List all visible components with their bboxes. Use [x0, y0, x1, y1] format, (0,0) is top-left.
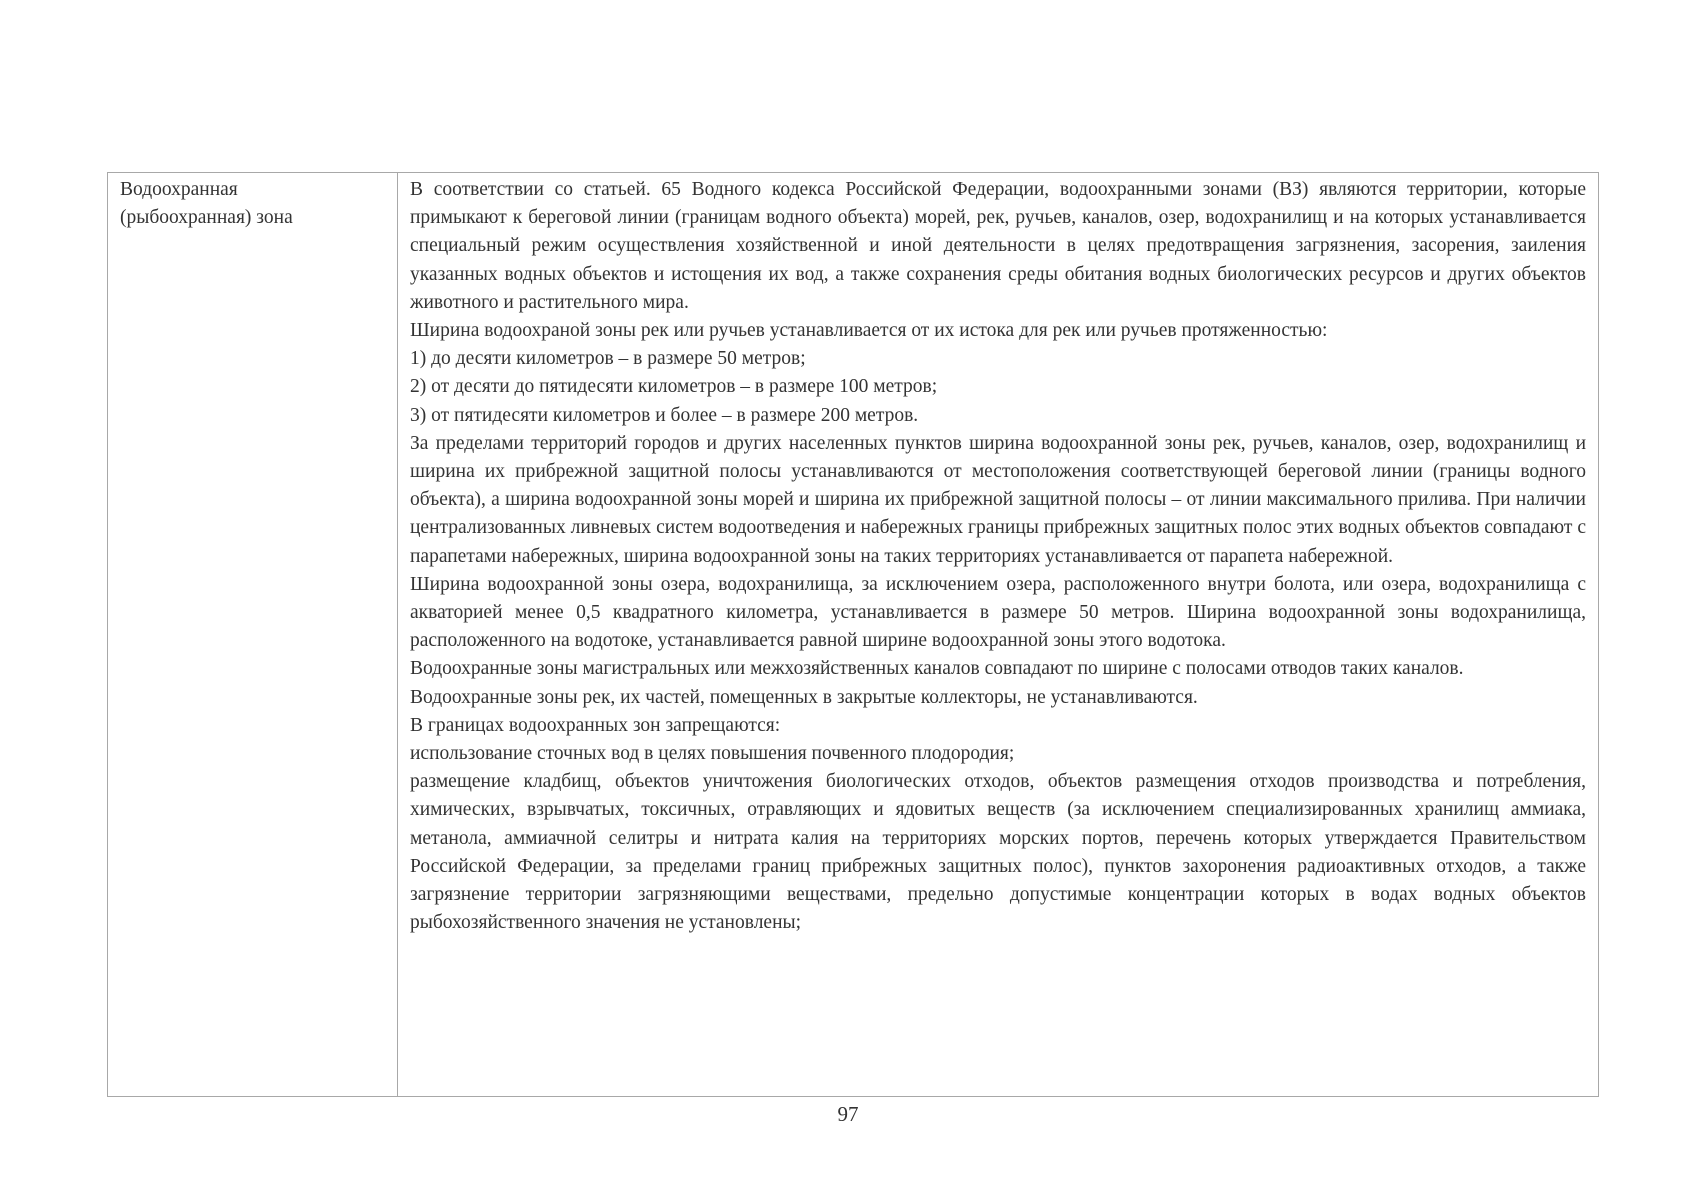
definition-paragraph: Ширина водоохранной зоны озера, водохранилища, за исключением озера, расположенного внутри болота, или озера, водохранилища с акваторией менее 0,5 квадратного километра, устанавливается в размере 50 метров. Ширина водоохранной зоны водохранилища, расположенного на водотоке, устанавливается равной ширине водоохранной зоны этого водотока.: [410, 573, 1586, 652]
definition-paragraph: Водоохранные зоны магистральных или межхозяйственных каналов совпадают по ширине с полосами отводов таких каналов.: [410, 658, 1464, 680]
document-table: [107, 172, 1599, 1097]
table-row: [108, 173, 1599, 1097]
term-line: (рыбоохранная) зона: [120, 207, 293, 229]
list-item: 1) до десяти километров – в размере 50 метров;: [410, 348, 806, 370]
page-number: 97: [837, 1102, 859, 1126]
definition-paragraph: Водоохранные зоны рек, их частей, помещенных в закрытые коллекторы, не устанавливаются.: [410, 686, 1198, 708]
term-cell: [108, 173, 398, 1097]
definition-paragraph: использование сточных вод в целях повышения почвенного плодородия;: [410, 743, 1015, 765]
definition-paragraph: Ширина водоохраной зоны рек или ручьев устанавливается от их истока для рек или ручьев протяженностью:: [410, 320, 1328, 342]
definition-cell: [398, 173, 1599, 1097]
definition-paragraph: размещение кладбищ, объектов уничтожения биологических отходов, объектов размещения отходов производства и потребления, химических, взрывчатых, токсичных, отравляющих и ядовитых веществ (за исключением специализированных хранилищ аммиака, метанола, аммиачной селитры и нитрата калия на территориях морских портов, перечень которых утверждается Правительством Российской Федерации, за пределами границ прибрежных защитных полос), пунктов захоронения радиоактивных отходов, а также загрязнение территории загрязняющими веществами, предельно допустимые концентрации которых в водах водных объектов рыбохозяйственного значения не установлены;: [410, 771, 1586, 934]
definition-paragraph: В соответствии со статьей. 65 Водного кодекса Российской Федерации, водоохранными зонами (ВЗ) являются территории, которые примыкают к береговой линии (границам водного объекта) морей, рек, ручьев, каналов, озер, водохранилищ и на которых устанавливается специальный режим осуществления хозяйственной и иной деятельности в целях предотвращения загрязнения, засорения, заиления указанных водных объектов и истощения их вод, а также сохранения среды обитания водных биологических ресурсов и других объектов животного и растительного мира.: [410, 179, 1586, 313]
list-item: 3) от пятидесяти километров и более – в размере 200 метров.: [410, 404, 919, 426]
term-line: Водоохранная: [120, 179, 238, 200]
definition-paragraph: В границах водоохранных зон запрещаются:: [410, 714, 781, 736]
list-item: 2) от десяти до пятидесяти километров – в размере 100 метров;: [410, 376, 938, 398]
definition-paragraph: За пределами территорий городов и других населенных пунктов ширина водоохранной зоны рек, ручьев, каналов, озер, водохранилищ и ширина их прибрежной защитной полосы устанавливаются от местоположения соответствующей береговой линии (границы водного объекта), а ширина водоохранной зоны морей и ширина их прибрежной защитной полосы – от линии максимального прилива. При наличии централизованных ливневых систем водоотведения и набережных границы прибрежных защитных полос этих водных объектов совпадают с парапетами набережных, ширина водоохранной зоны на таких территориях устанавливается от парапета набережной.: [410, 432, 1586, 567]
